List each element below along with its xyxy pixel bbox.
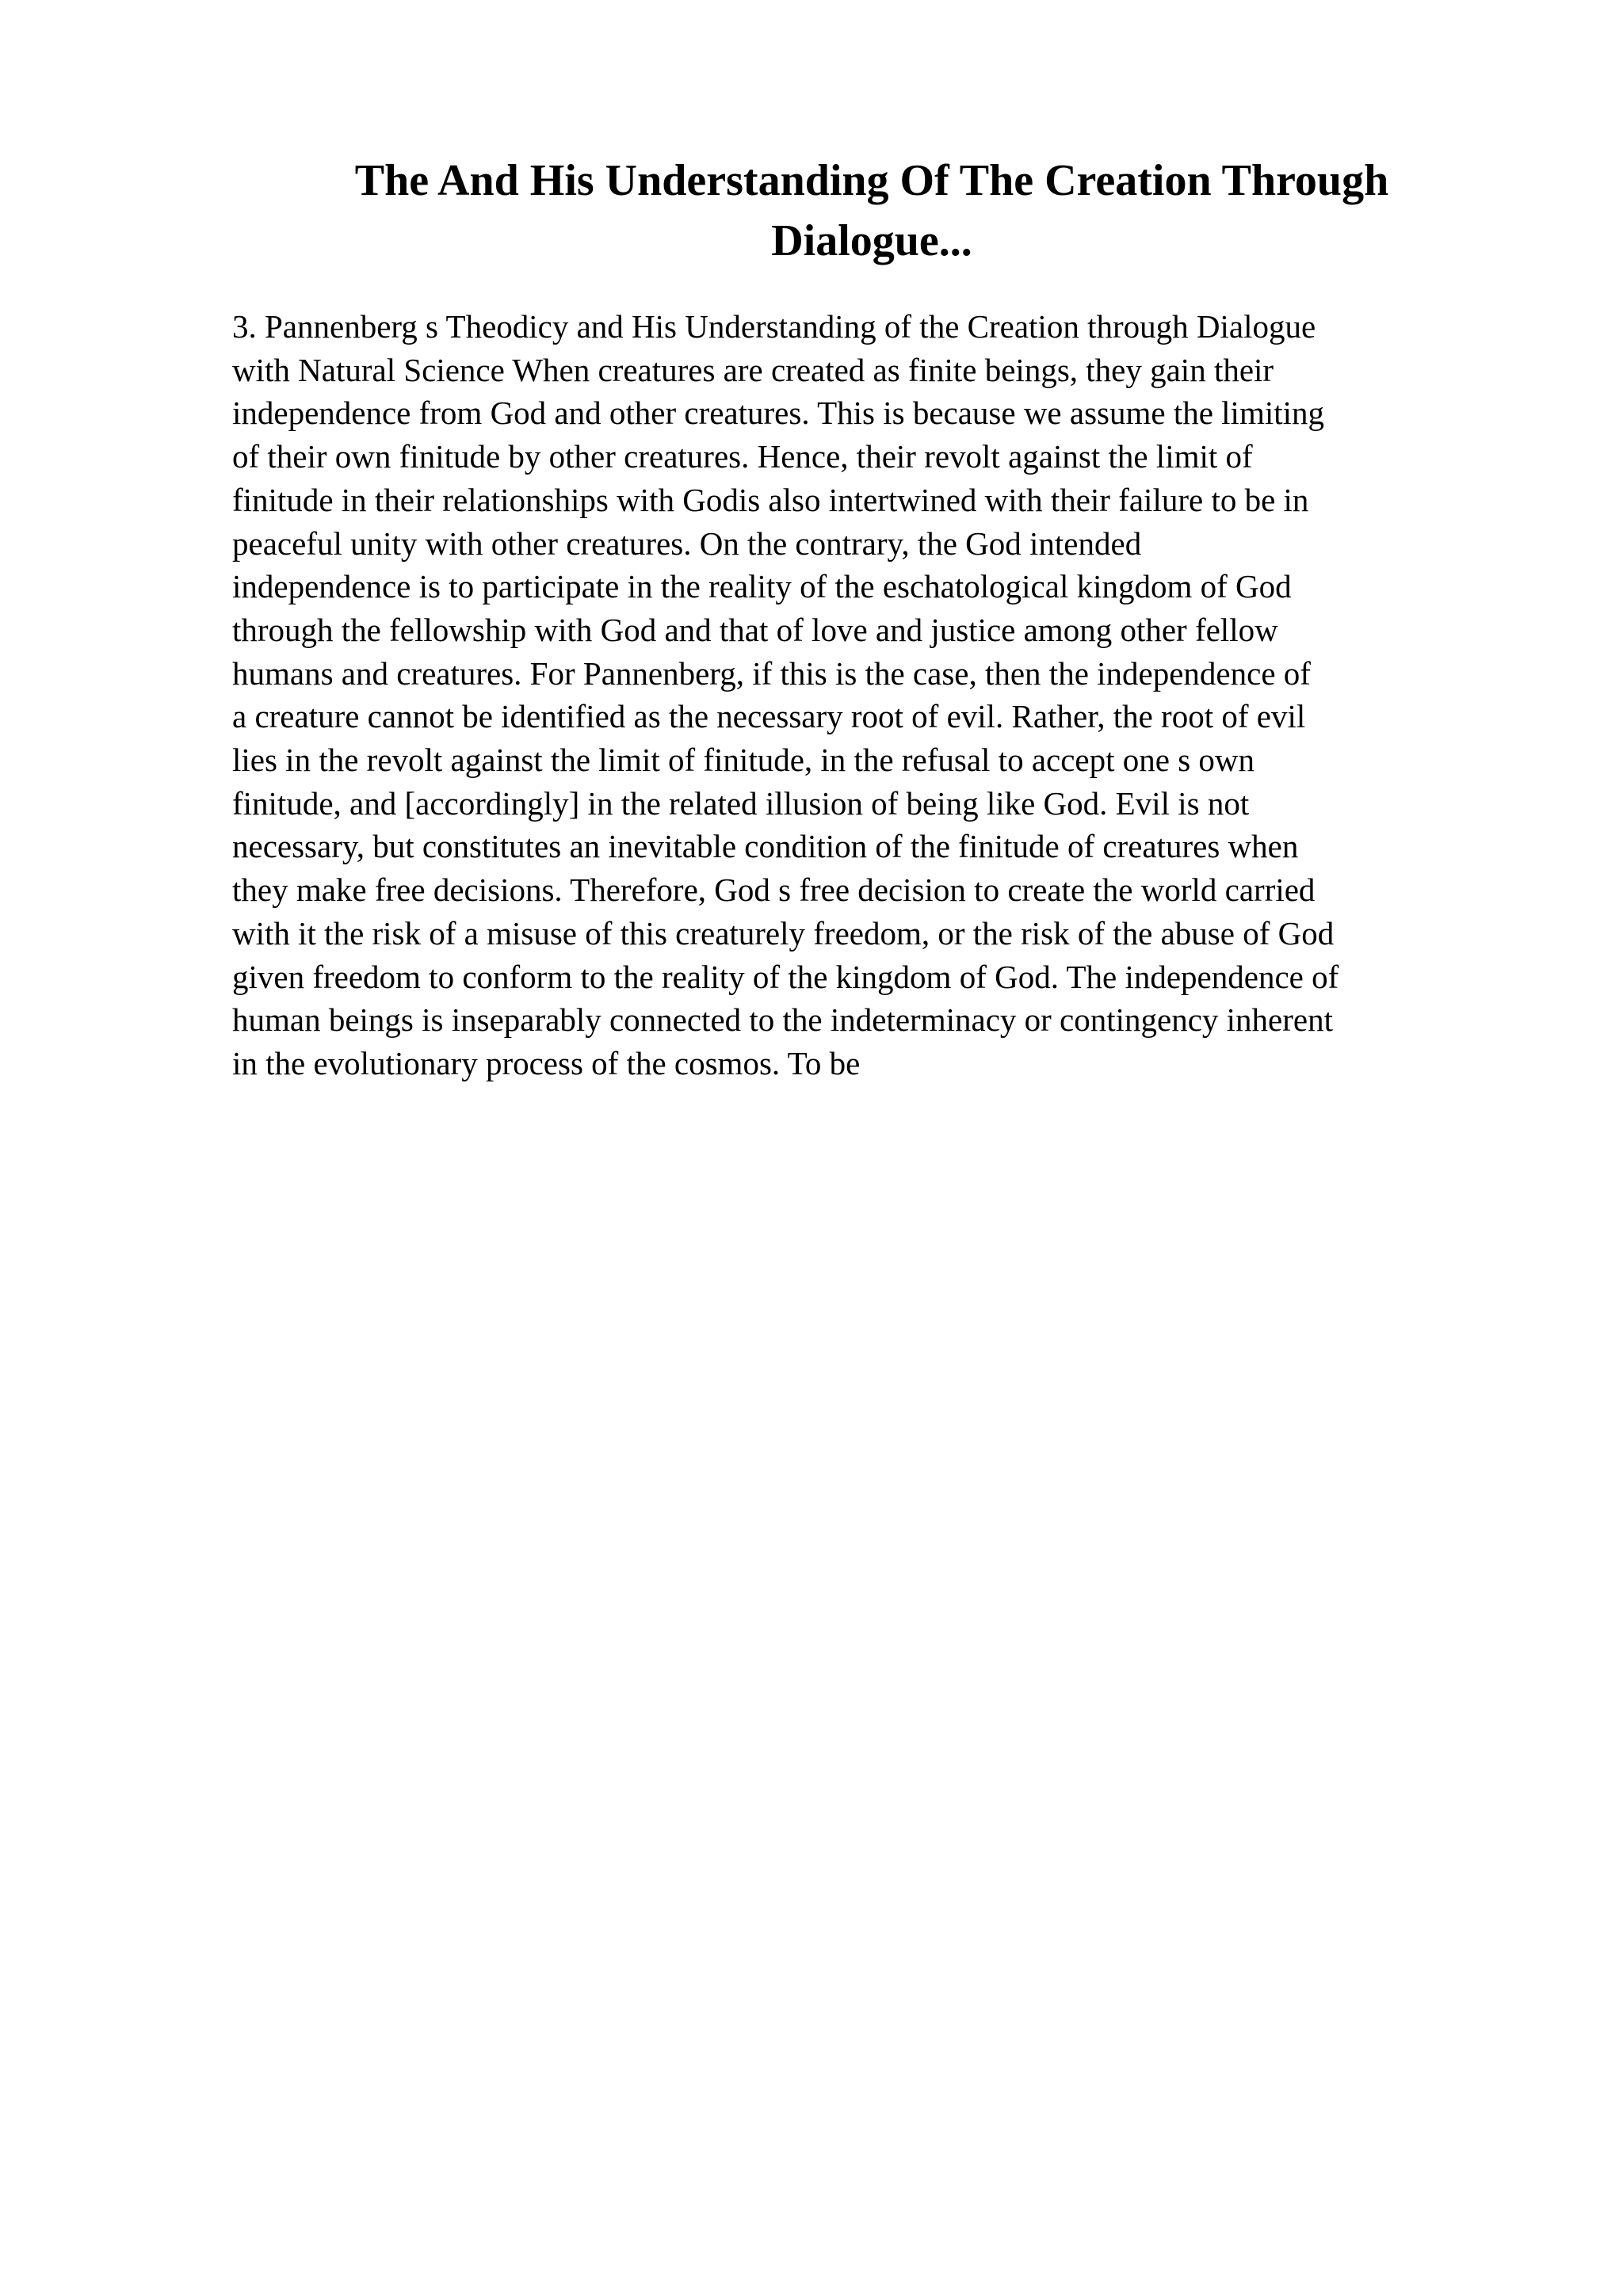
body-line: independence is to participate in the reality of the eschatological kingdom of God <box>232 568 1292 605</box>
body-line: peaceful unity with other creatures. On the contrary, the God intended <box>232 524 1142 562</box>
body-line: of their own finitude by other creatures. Hence, their revolt against the limit of <box>232 438 1253 475</box>
body-line: independence from God and other creatures. This is because we assume the limiting <box>232 395 1325 432</box>
document-title <box>222 151 1522 271</box>
body-line: given freedom to conform to the reality of the kingdom of God. The independence of <box>232 958 1339 995</box>
body-line: humans and creatures. For Pannenberg, if this is the case, then the independence of <box>232 654 1311 692</box>
title-line: Dialogue... <box>771 216 972 265</box>
body-line: necessary, but constitutes an inevitable condition of the finitude of creatures when <box>232 828 1299 865</box>
body-line: with it the risk of a misuse of this creaturely freedom, or the risk of the abuse of God <box>232 914 1335 952</box>
body-line: with Natural Science When creatures are created as finite beings, they gain their <box>232 351 1274 388</box>
body-line: in the evolutionary process of the cosmos. To be <box>232 1044 861 1081</box>
body-line: 3. Pannenberg s Theodicy and His Understanding of the Creation through Dialogue <box>232 308 1316 345</box>
body-line: lies in the revolt against the limit of finitude, in the refusal to accept one s own <box>232 742 1255 779</box>
body-line: human beings is inseparably connected to the indeterminacy or contingency inherent <box>232 1001 1333 1039</box>
document-body <box>232 305 1510 1085</box>
body-line: finitude in their relationships with Godis also intertwined with their failure to be in <box>232 481 1309 518</box>
body-line: finitude, and [accordingly] in the related illusion of being like God. Evil is not <box>232 784 1250 822</box>
body-line: through the fellowship with God and that of love and justice among other fellow <box>232 611 1278 648</box>
body-line: they make free decisions. Therefore, God s free decision to create the world carried <box>232 871 1316 909</box>
body-line: a creature cannot be identified as the necessary root of evil. Rather, the root of evil <box>232 698 1306 735</box>
title-line: The And His Understanding Of The Creation Through <box>354 156 1389 205</box>
